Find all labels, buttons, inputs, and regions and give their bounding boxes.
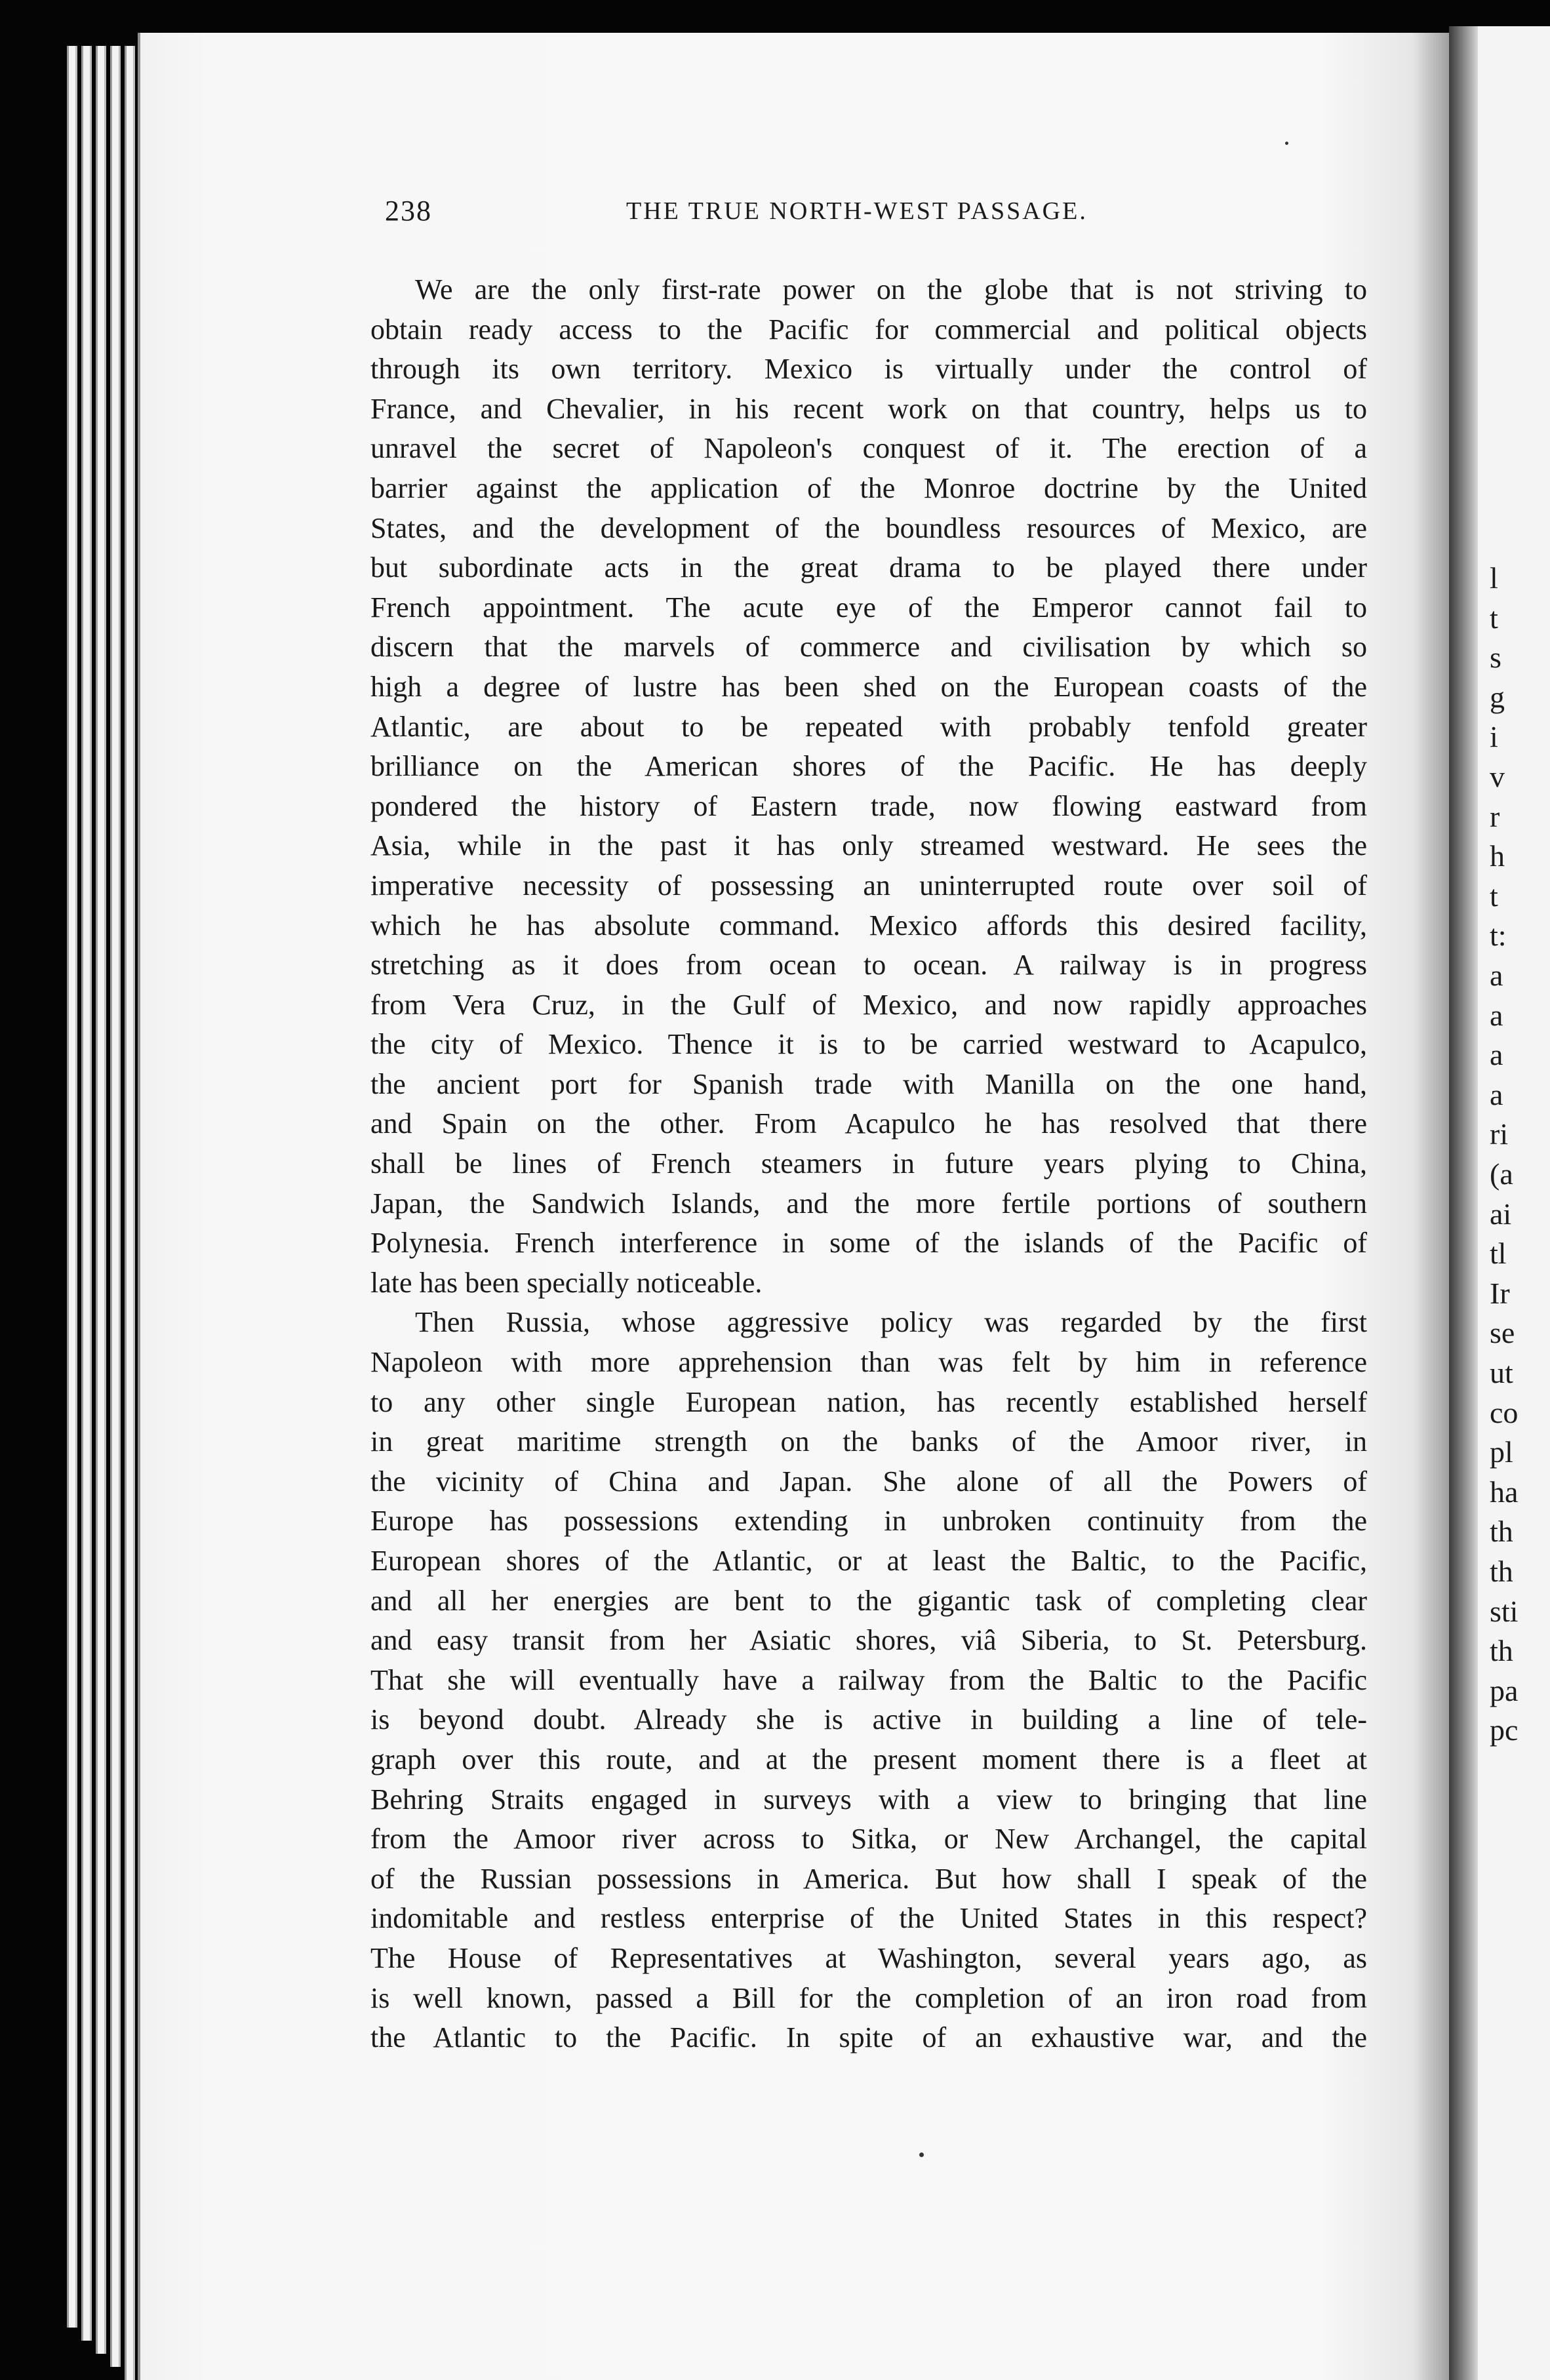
page-edge <box>67 46 77 2328</box>
text-line: Polynesia. French interference in some of the islands of the Pacific of <box>370 1227 1367 1259</box>
facing-page-fragment: a <box>1490 959 1503 992</box>
facing-page-fragment: g <box>1490 680 1505 714</box>
text-line: imperative necessity of possessing an uninterrupted route over soil of <box>370 869 1367 902</box>
facing-page-fragment: ha <box>1490 1475 1519 1509</box>
running-head <box>370 194 1367 233</box>
page-edge <box>81 46 92 2341</box>
text-line: but subordinate acts in the great drama to be played there under <box>370 551 1367 584</box>
text-line: stretching as it does from ocean to ocean. A railway is in progress <box>370 949 1367 982</box>
text-line: the city of Mexico. Thence it is to be carried westward to Acapulco, <box>370 1028 1367 1061</box>
text-line: Europe has possessions extending in unbroken continuity from the <box>370 1505 1367 1537</box>
text-line: That she will eventually have a railway from the Baltic to the Pacific <box>370 1663 1367 1696</box>
facing-page-fragment: ai <box>1490 1197 1512 1231</box>
facing-page-fragment: t <box>1490 601 1498 635</box>
text-line: is beyond doubt. Already she is active in building a line of tele- <box>370 1703 1367 1736</box>
facing-page-fragment: Ir <box>1490 1276 1510 1310</box>
facing-page-fragment: ut <box>1490 1356 1513 1389</box>
text-line: discern that the marvels of commerce and civilisation by which so <box>370 631 1367 664</box>
text-line: Then Russia, whose aggressive policy was regarded by the first <box>415 1306 1367 1339</box>
text-line: in great maritime strength on the banks of the Amoor river, in <box>370 1425 1367 1458</box>
text-line: We are the only first-rate power on the globe that is not striving to <box>415 273 1367 306</box>
facing-page-fragment: sti <box>1490 1594 1519 1628</box>
facing-page-fragment: s <box>1490 641 1501 675</box>
text-line: Behring Straits engaged in surveys with a view to bringing that line <box>370 1783 1367 1815</box>
text-line: the vicinity of China and Japan. She alone of all the Powers of <box>370 1465 1367 1497</box>
text-line: barrier against the application of the Monroe doctrine by the United <box>370 471 1367 504</box>
facing-page-fragment: i <box>1490 720 1498 754</box>
text-line: graph over this route, and at the present moment there is a fleet at <box>370 1743 1367 1775</box>
text-line: France, and Chevalier, in his recent work on that country, helps us to <box>370 392 1367 425</box>
text-line: shall be lines of French steamers in future years plying to China, <box>370 1147 1367 1180</box>
facing-page-fragment: t <box>1490 879 1498 913</box>
text-line: French appointment. The acute eye of the Emperor cannot fail to <box>370 591 1367 624</box>
text-line: indomitable and restless enterprise of the United States in this respect? <box>370 1902 1367 1935</box>
text-line: Napoleon with more apprehension than was felt by him in reference <box>370 1346 1367 1379</box>
page-edge <box>125 46 135 2380</box>
facing-page-fragment: a <box>1490 998 1503 1032</box>
facing-page-fragment: ri <box>1490 1117 1509 1151</box>
facing-page-fragment: tl <box>1490 1237 1507 1271</box>
facing-page-fragment: l <box>1490 561 1498 595</box>
facing-page-fragment: th <box>1490 1515 1513 1549</box>
text-line: Asia, while in the past it has only streamed westward. He sees the <box>370 829 1367 862</box>
page-content <box>370 194 1367 2058</box>
text-line: brilliance on the American shores of the Pacific. He has deeply <box>370 750 1367 783</box>
page-number: 238 <box>385 195 432 227</box>
facing-page-fragment: h <box>1490 839 1505 873</box>
text-line: of the Russian possessions in America. But how shall I speak of the <box>370 1862 1367 1895</box>
book-gutter <box>1449 26 1478 2380</box>
text-line: The House of Representatives at Washington, several years ago, as <box>370 1941 1367 1974</box>
text-line: from the Amoor river across to Sitka, or New Archangel, the capital <box>370 1823 1367 1855</box>
text-line: and Spain on the other. From Acapulco he has resolved that there <box>370 1107 1367 1140</box>
facing-page-fragment: t: <box>1490 919 1507 953</box>
text-line: the ancient port for Spanish trade with Manilla on the one hand, <box>370 1067 1367 1100</box>
facing-page-fragment: v <box>1490 760 1505 793</box>
text-line: through its own territory. Mexico is virtually under the control of <box>370 353 1367 386</box>
facing-page-fragment: th <box>1490 1634 1513 1668</box>
ink-speck <box>919 2152 924 2157</box>
facing-page-fragment: co <box>1490 1395 1519 1429</box>
text-line: the Atlantic to the Pacific. In spite of an exhaustive war, and the <box>370 2021 1367 2054</box>
text-line: obtain ready access to the Pacific for commercial and political objects <box>370 313 1367 346</box>
facing-page-fragment: pl <box>1490 1435 1513 1469</box>
ink-speck <box>1285 142 1288 145</box>
facing-page-fragment: pc <box>1490 1713 1519 1747</box>
text-line: late has been specially noticeable. <box>370 1266 763 1299</box>
page-edge <box>110 46 121 2367</box>
text-line: from Vera Cruz, in the Gulf of Mexico, and now rapidly approaches <box>370 988 1367 1021</box>
facing-page-fragment: a <box>1490 1077 1503 1111</box>
facing-page-fragment: r <box>1490 799 1500 833</box>
text-line: States, and the development of the boundless resources of Mexico, are <box>370 511 1367 544</box>
text-line: Japan, the Sandwich Islands, and the more fertile portions of southern <box>370 1187 1367 1220</box>
text-line: unravel the secret of Napoleon's conquest of it. The erection of a <box>370 432 1367 465</box>
facing-page-fragment: pa <box>1490 1673 1519 1707</box>
text-line: and all her energies are bent to the gigantic task of completing clear <box>370 1584 1367 1617</box>
page-edge <box>96 46 106 2354</box>
facing-page-fragment: (a <box>1490 1157 1513 1191</box>
text-line: and easy transit from her Asiatic shores, viâ Siberia, to St. Petersburg. <box>370 1624 1367 1657</box>
text-line: Atlantic, are about to be repeated with probably tenfold greater <box>370 710 1367 743</box>
facing-page-fragment: se <box>1490 1316 1515 1350</box>
facing-page <box>1478 26 1550 2380</box>
text-line: pondered the history of Eastern trade, now flowing eastward from <box>370 789 1367 822</box>
body-text <box>370 270 1367 2058</box>
text-line: which he has absolute command. Mexico affords this desired facility, <box>370 909 1367 942</box>
text-line: is well known, passed a Bill for the completion of an iron road from <box>370 1981 1367 2014</box>
running-title: THE TRUE NORTH-WEST PASSAGE. <box>626 197 1088 225</box>
facing-page-fragment: a <box>1490 1038 1503 1072</box>
text-line: high a degree of lustre has been shed on the European coasts of the <box>370 670 1367 703</box>
facing-page-fragment: th <box>1490 1555 1513 1588</box>
text-line: to any other single European nation, has recently established herself <box>370 1385 1367 1418</box>
text-line: European shores of the Atlantic, or at least the Baltic, to the Pacific, <box>370 1545 1367 1577</box>
